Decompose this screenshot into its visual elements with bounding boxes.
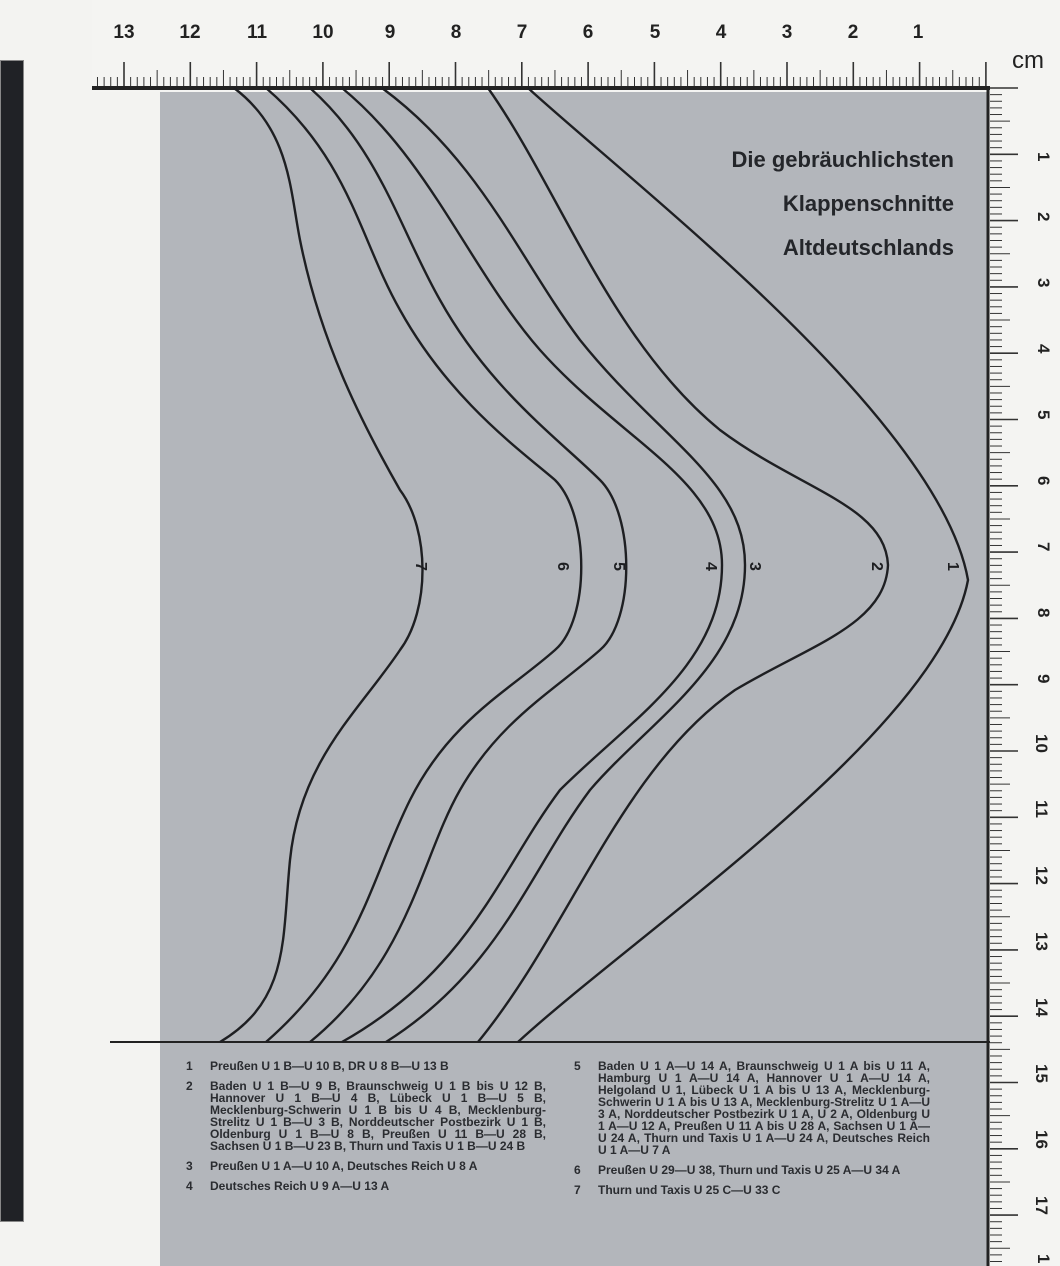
legend-text: Thurn und Taxis U 25 C—U 33 C: [598, 1183, 781, 1197]
curve-label-6: 6: [554, 562, 571, 571]
legend-text: Preußen U 29—U 38, Thurn und Taxis U 25 A—U 34 A: [598, 1163, 901, 1177]
ruler-right-label-1: 1: [1034, 152, 1053, 162]
legend-text: Baden U 1 A—U 14 A, Braunschweig U 1 A bis U 11 A, Hamburg U 1 A—U 14 A, Hannover U 1 A—U 14 A, Helgoland U 1, Lübeck U 1 A bis U 13 A, Mecklenburg-Schwerin U 1 A bis U 13 A, Mecklenburg-Strelitz U 1 A—U 3 A, Norddeutscher Postbezirk U 1 A, U 2 A, Oldenburg U 1 A—U 12 A, Preußen U 11 A bis U 28 A, Sachsen U 1 A—U 24 A, Thurn und Taxis U 1 A—U 24 A, Deutsches Reich U 1 A—U 7 A: [598, 1059, 930, 1157]
ruler-label-13: 13: [113, 22, 135, 43]
legend-text: Preußen U 1 B—U 10 B, DR U 8 B—U 13 B: [210, 1059, 449, 1073]
curve-label-7: 7: [412, 562, 429, 571]
ruler-top-ticks: [97, 62, 985, 88]
legend-text: Baden U 1 B—U 9 B, Braunschweig U 1 B bis U 12 B, Hannover U 1 B—U 4 B, Lübeck U 1 B—U 5 B, Mecklenburg-Schwerin U 1 B bis U 4 B, Mecklenburg-Strelitz U 1 B—U 3 B, Norddeutscher Postbezirk U 1 B, Oldenburg U 1 B—U 8 B, Preußen U 11 B—U 28 B, Sachsen U 1 B—U 23 B, Thurn und Taxis U 1 B—U 24 B: [210, 1079, 546, 1153]
ruler-right-label-16: 16: [1032, 1130, 1051, 1149]
ruler-label-6: 6: [582, 22, 594, 43]
ruler-right-label-15: 15: [1032, 1064, 1051, 1083]
ruler-label-9: 9: [384, 22, 396, 43]
ruler-right-label-5: 5: [1034, 410, 1053, 420]
title-line-2: Klappenschnitte: [782, 191, 954, 216]
legend-number: 5: [574, 1059, 581, 1073]
flap-curve-5: [310, 88, 626, 1042]
legend-number: 3: [186, 1159, 193, 1173]
legend-number: 2: [186, 1079, 193, 1093]
legend-entry-7: [574, 1184, 930, 1196]
flap-curve-4: [342, 88, 722, 1042]
ruler-right-label-4: 4: [1034, 344, 1053, 354]
legend-text: Deutsches Reich U 9 A—U 13 A: [210, 1179, 390, 1193]
curve-label-1: 1: [944, 562, 961, 571]
curve-label-4: 4: [702, 562, 719, 571]
ruler-right-label-9: 9: [1034, 674, 1053, 684]
title-line-1: Die gebräuchlichsten: [731, 147, 954, 172]
ruler-right-label-18: 1: [1034, 1254, 1053, 1264]
flap-curve-7: [220, 88, 423, 1042]
ruler-right-label-7: 7: [1034, 542, 1053, 552]
ruler-right-label-12: 12: [1032, 866, 1051, 885]
ruler-label-5: 5: [649, 22, 661, 43]
ruler-label-12: 12: [179, 22, 201, 43]
ruler-label-11: 11: [246, 22, 268, 43]
ruler-label-8: 8: [450, 22, 462, 43]
legend-right-column: [574, 1060, 930, 1204]
ruler-label-4: 4: [715, 22, 727, 43]
ruler-right-label-2: 2: [1034, 212, 1053, 222]
curve-label-2: 2: [868, 562, 885, 571]
legend-number: 7: [574, 1183, 581, 1197]
title-line-3: Altdeutschlands: [782, 235, 954, 260]
legend-entry-2: [186, 1080, 546, 1152]
curve-label-3: 3: [746, 562, 763, 571]
legend-entry-5: [574, 1060, 930, 1156]
diagram-title: [731, 138, 954, 270]
legend-entry-6: [574, 1164, 930, 1176]
ruler-label-2: 2: [847, 22, 859, 43]
legend-left-column: [186, 1060, 546, 1200]
curve-label-5: 5: [610, 562, 627, 571]
legend-number: 6: [574, 1163, 581, 1177]
ruler-right-label-14: 14: [1032, 998, 1051, 1017]
legend-entry-1: [186, 1060, 546, 1072]
ruler-right-label-10: 10: [1032, 734, 1051, 753]
legend-entry-3: [186, 1160, 546, 1172]
ruler-right-label-17: 17: [1032, 1196, 1051, 1215]
ruler-label-3: 3: [781, 22, 793, 43]
ruler-right-label-13: 13: [1032, 932, 1051, 951]
ruler-right-ticks: [990, 88, 1018, 1262]
ruler-label-7: 7: [516, 22, 528, 43]
ruler-label-1: 1: [912, 22, 924, 43]
ruler-right-label-3: 3: [1034, 278, 1053, 288]
legend-number: 1: [186, 1059, 193, 1073]
legend-entry-4: [186, 1180, 546, 1192]
ruler-label-10: 10: [312, 22, 334, 43]
ruler-right-label-11: 11: [1032, 800, 1051, 818]
ruler-right-label-6: 6: [1034, 476, 1053, 486]
ruler-unit: cm: [1012, 47, 1044, 74]
legend-text: Preußen U 1 A—U 10 A, Deutsches Reich U 8 A: [210, 1159, 478, 1173]
ruler-right-label-8: 8: [1034, 608, 1053, 618]
legend-number: 4: [186, 1179, 193, 1193]
